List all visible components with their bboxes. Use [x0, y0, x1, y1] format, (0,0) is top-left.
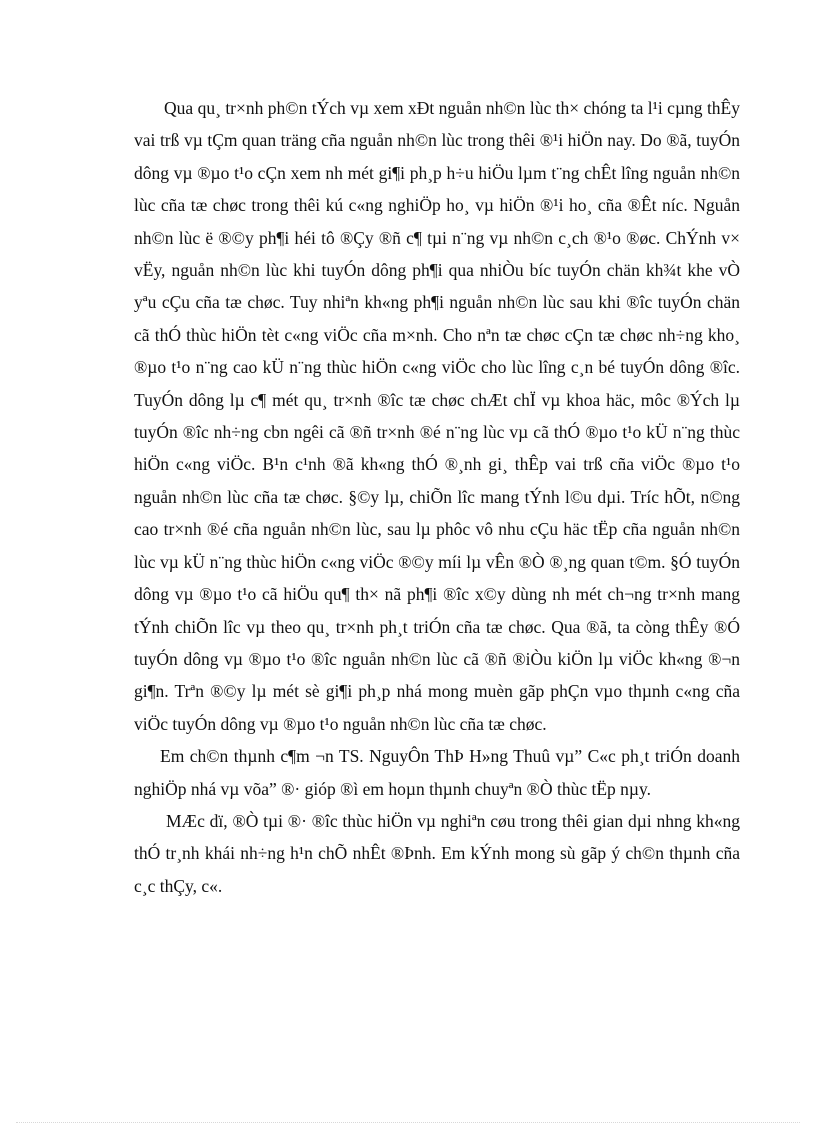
paragraph-conclusion: Qua qu¸ tr×nh ph©n tÝch vµ xem xÐt nguån nh©n lùc th× chóng ta l¹i cµng thÊy vai trß vµ tÇm quan träng cña nguån nh©n lùc trong thêi ®¹i hiÖn nay. Do ®ã, tuyÓn dông vµ ®µo t¹o cÇn xem nh mét gi¶i ph¸p h÷u hiÖu lµm t¨ng chÊt lîng nguån nh©n lùc cña tæ chøc trong thêi kú c«ng nghiÖp ho¸ vµ hiÖn ®¹i ho¸ cña ®Êt níc. Nguån nh©n lùc ë ®©y ph¶i héi tô ®Çy ®ñ c¶ tµi n¨ng vµ nh©n c¸ch ®¹o ®øc. ChÝnh v× vËy, nguån nh©n lùc khi tuyÓn dông ph¶i qua nhiÒu bíc tuyÓn chän kh¾t khe vÒ yªu cÇu cña tæ chøc. Tuy nhiªn kh«ng ph¶i nguån nh©n lùc sau khi ®îc tuyÓn chän cã thÓ thùc hiÖn tèt c«ng viÖc cña m×nh. Cho nªn tæ chøc cÇn tæ chøc nh÷ng kho¸ ®µo t¹o n¨ng cao kÜ n¨ng thùc hiÖn c«ng viÖc cho lùc lîng c¸n bé tuyÓn dông ®îc. TuyÓn dông lµ c¶ mét qu¸ tr×nh ®îc tæ chøc chÆt chÏ vµ khoa häc, môc ®Ých lµ tuyÓn ®îc nh÷ng cbn ngêi cã ®ñ tr×nh ®é n¨ng lùc vµ cã thÓ ®µo t¹o kÜ n¨ng thùc hiÖn c«ng viÖc. B¹n c¹nh ®ã kh«ng thÓ ®¸nh gi¸ thÊp vai trß cña viÖc ®µo t¹o nguån nh©n lùc cña tæ chøc. §©y lµ, chiÕn lîc mang tÝnh l©u dµi. Tríc hÕt, n©ng cao tr×nh ®é cña nguån nh©n lùc, sau lµ phôc vô nhu cÇu häc tËp cña nguån nh©n lùc vµ kÜ n¨ng thùc hiÖn c«ng viÖc ®©y míi lµ vÊn ®Ò ®¸ng quan t©m. §Ó tuyÓn dông vµ ®µo t¹o cã hiÖu qu¶ th× nã ph¶i ®îc x©y dùng nh mét ch¬ng tr×nh mang tÝnh chiÕn lîc vµ theo qu¸ tr×nh ph¸t triÓn cña tæ chøc. Qua ®ã, ta còng thÊy ®Ó tuyÓn dông vµ ®µo t¹o ®îc nguån nh©n lùc cã ®ñ ®iÒu kiÖn lµ viÖc kh«ng ®¬n gi¶n. Trªn ®©y lµ mét sè gi¶i ph¸p nhá mong muèn gãp phÇn vµo thµnh c«ng cña viÖc tuyÓn dông vµ ®µo t¹o nguån nh©n lùc cña tæ chøc.	[134, 98, 740, 734]
paragraph-closing: MÆc dï, ®Ò tµi ®· ®îc thùc hiÖn vµ nghiªn cøu trong thêi gian dµi nhng kh«ng thÓ tr¸nh khái nh÷ng h¹n chÕ nhÊt ®Þnh. Em kÝnh mong sù gãp ý ch©n thµnh cña c¸c thÇy, c«.	[134, 810, 740, 896]
paragraph-acknowledgement: Em ch©n thµnh c¶m ¬n TS. NguyÔn ThÞ H»ng Thuû vµ” C«c ph¸t triÓn doanh nghiÖp nhá vµ võa” ®· gióp ®ì em hoµn thµnh chuyªn ®Ò thùc tËp nµy.	[134, 746, 740, 799]
body-text	[134, 92, 740, 902]
